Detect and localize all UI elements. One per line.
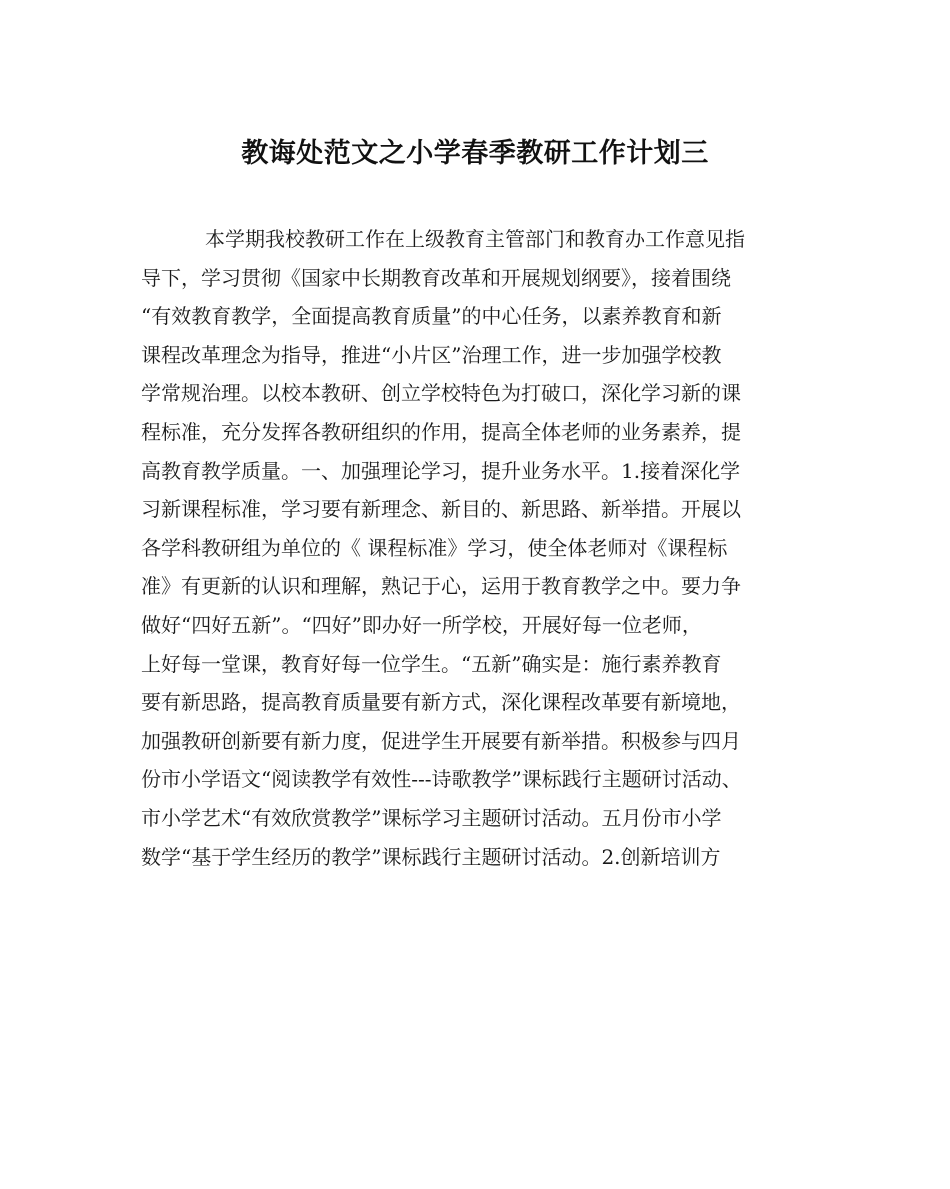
document-title: 教诲处范文之小学春季教研工作计划三 bbox=[241, 138, 709, 169]
body-line: 各学科教研组为单位的《 课程标准》学习，使全体老师对《课程标 bbox=[141, 535, 728, 560]
body-line: 导下，学习贯彻《国家中长期教育改革和开展规划纲要》，接着围绕 bbox=[141, 265, 731, 290]
body-line: 市小学艺术“有效欣赏教学”课标学习主题研讨活动。五月份市小学 bbox=[141, 805, 722, 830]
body-line: 加强教研创新要有新力度，促进学生开展要有新举措。积极参与四月 bbox=[141, 728, 741, 753]
body-line: 程标准，充分发挥各教研组织的作用，提高全体老师的业务素养，提 bbox=[141, 419, 741, 444]
body-line: 本学期我校教研工作在上级教育主管部门和教育办工作意见指 bbox=[205, 227, 745, 251]
body-line: 学常规治理。以校本教研、创立学校特色为打破口，深化学习新的课 bbox=[141, 381, 741, 406]
body-line: 份市小学语文“阅读教学有效性---诗歌教学”课标践行主题研讨活动、 bbox=[141, 767, 742, 792]
body-line: 课程改革理念为指导，推进“小片区”治理工作，进一步加强学校教 bbox=[141, 342, 722, 367]
body-line: 高教育教学质量。一、加强理论学习，提升业务水平。1.接着深化学 bbox=[141, 458, 741, 483]
body-line: 习新课程标准，学习要有新理念、新目的、新思路、新举措。开展以 bbox=[141, 497, 741, 522]
body-line: “有效教育教学，全面提高教育质量”的中心任务，以素养教育和新 bbox=[141, 304, 722, 329]
body-line: 要有新思路，提高教育质量要有新方式，深化课程改革要有新境地， bbox=[141, 690, 741, 715]
body-line: 数学“基于学生经历的教学”课标践行主题研讨活动。2.创新培训方 bbox=[141, 844, 721, 869]
body-line: 做好“四好五新”。“四好”即办好一所学校，开展好每一位老师， bbox=[141, 612, 702, 637]
body-line: 上好每一堂课，教育好每一位学生。“五新”确实是：施行素养教育 bbox=[141, 651, 722, 676]
body-line: 准》有更新的认识和理解，熟记于心，运用于教育教学之中。要力争 bbox=[141, 574, 741, 599]
document-body bbox=[141, 220, 841, 876]
